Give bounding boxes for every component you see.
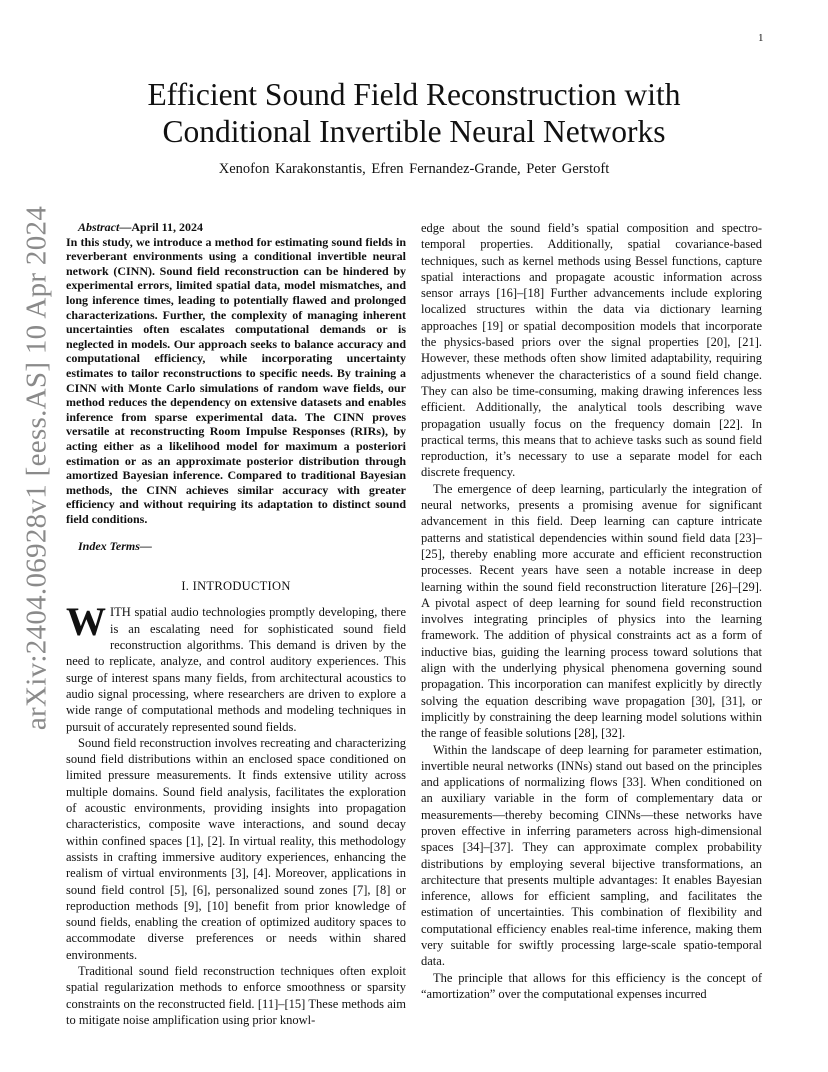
section-heading-introduction: I. INTRODUCTION xyxy=(181,579,291,594)
page-number: 1 xyxy=(758,32,764,44)
right-column xyxy=(421,220,762,1002)
intro-paragraph-3: Traditional sound field reconstruction techniques often exploit spatial regularization methods to enforce smoothness or sparsity constraints on the reconstructed field. [11]–[15] These methods aim to mitigate noise amplification using prior knowl- xyxy=(66,964,406,1027)
index-terms: Index Terms— xyxy=(78,539,152,554)
title-line-2: Conditional Invertible Neural Networks xyxy=(162,114,666,149)
abstract xyxy=(66,220,406,526)
right-paragraph-2: The emergence of deep learning, particularly the integration of neural networks, presents a promising avenue for significant advancement in this field. Deep learning can capture intricate patterns and statistical dependencies within sound field data [23]–[25], thereby enabling more accurate and efficient reconstruction processes. Recent years have seen a notable increase in deep learning within the sound field reconstruction literature [26]–[29]. A pivotal aspect of deep learning for sound field reconstruction involves integrating principles of physics into the learning framework. The addition of physical constraints act as a form of inductive bias, guiding the learning process toward solutions that align with the underlying physical phenomena governing sound propagation. This incorporation can manifest explicitly by directly solving the equation describing wave propagation [30], [31], or implicitly by constraining the deep learning model solutions within the range of feasible solutions [28], [32]. xyxy=(421,481,762,741)
right-paragraph-1: edge about the sound field’s spatial composition and spectro-temporal properties. Additionally, spatial covariance-based techniques, such as kernel methods using Bessel functions, capture spatial interactions and propagate acoustic information across sensor arrays [16]–[18] Further advancements include exploring localized structures within the data via dictionary learning approaches [19] or spatial decomposition models that incorporate the physics-based priors over the signal properties [20], [21]. However, these methods often show limited adaptability, requiring adjustments whenever the characteristics of a sound field change. They can also be time-consuming, making drawing inferences less efficient. Additionally, the analytical tools describing wave propagation usually focus on the frequency domain [22]. In practical terms, this means that to achieve tasks such as sound field reproduction, it’s necessary to use a separate model for each discrete frequency. xyxy=(421,221,762,480)
title-line-1: Efficient Sound Field Reconstruction with xyxy=(147,77,681,112)
left-column xyxy=(66,220,406,1028)
arxiv-identifier: arXiv:2404.06928v1 [eess.AS] 10 Apr 2024 xyxy=(20,205,53,731)
right-paragraph-4: The principle that allows for this efficiency is the concept of “amortization” over the computational expenses incurred xyxy=(421,970,762,1001)
abstract-date: —April 11, 2024 xyxy=(119,220,204,234)
intro-paragraph-1 xyxy=(66,599,406,734)
intro-paragraph-2: Sound field reconstruction involves recreating and characterizing sound field distributions within an enclosed space conditioned on limited pressure measurements. It finds extensive utility across multiple domains. Sound field analysis, facilitates the exploration of acoustic environments, providing insights into propagation characteristics, composite wave interactions, and sound decay within confined spaces [1], [2]. In virtual reality, this methodology assists in crafting immersive auditory experiences, enhancing the realism of virtual environments [3], [4]. Moreover, applications in sound field control [5], [6], personalized sound zones [7], [8] or reproduction methods [9], [10] benefit from prior knowledge of sound fields, enabling the creation of optimized auditory spaces to accommodate diverse preferences or needs within shared environments. xyxy=(66,735,406,962)
intro-paragraph-1-text: ITH spatial audio technologies promptly developing, there is an escalating need for sophisticated sound field reconstruction algorithms. This demand is driven by the need to replicate, analyze, and control auditory experiences. This surge of interest spans many fields, from architectural acoustics to audio signal processing, where researchers are driven to explore a wide range of computational methods and modeling techniques in pursuit of accurately represented sound fields. xyxy=(66,605,406,734)
author-list: Xenofon Karakonstantis, Efren Fernandez-Grande, Peter Gerstoft xyxy=(218,161,610,177)
right-paragraph-3: Within the landscape of deep learning for parameter estimation, invertible neural networks (INNs) stand out based on the principles and applications of normalizing flows [33]. When conditioned on an auxiliary variable in the form of complementary data or measurements—thereby becoming CINNs—these networks have proven effective in inferring parameters across high-dimensional spaces [34]–[37]. They can approximate complex probability distributions by employing several bijective transformations, an architecture that presents multiple advantages: It enables Bayesian inference, allows for efficient sampling, and facilitates the estimation of uncertainties. This combination of flexibility and computational efficiency enables real-time inference, making them very suitable for swiftly processing large-scale spatio-temporal data. xyxy=(421,742,762,969)
drop-cap: W xyxy=(66,599,106,645)
abstract-text: In this study, we introduce a method for estimating sound fields in reverberant environments using a conditional invertible neural network (CINN). Sound field reconstruction can be hindered by experimental errors, limited spatial data, model mismatches, and long inference times, leading to potentially flawed and prolonged characterizations. Further, the complexity of managing inherent uncertainties often escalates computational demands or is neglected in models. Our approach seeks to balance accuracy and computational efficiency, while incorporating uncertainty estimates to tailor reconstructions to specific needs. By training a CINN with Monte Carlo simulations of random wave fields, our method reduces the dependency on extensive datasets and enables inference from sparse experimental data. The CINN proves versatile at reconstructing Room Impulse Responses (RIRs), by acting either as a likelihood model for maximum a posteriori estimation or as an approximate posterior distribution through amortized Bayesian inference. Compared to traditional Bayesian methods, the CINN achieves similar accuracy with greater efficiency and without requiring its adaptation to distinct sound field conditions. xyxy=(66,234,406,526)
paper-title xyxy=(80,76,748,150)
abstract-label: Abstract xyxy=(78,220,120,234)
